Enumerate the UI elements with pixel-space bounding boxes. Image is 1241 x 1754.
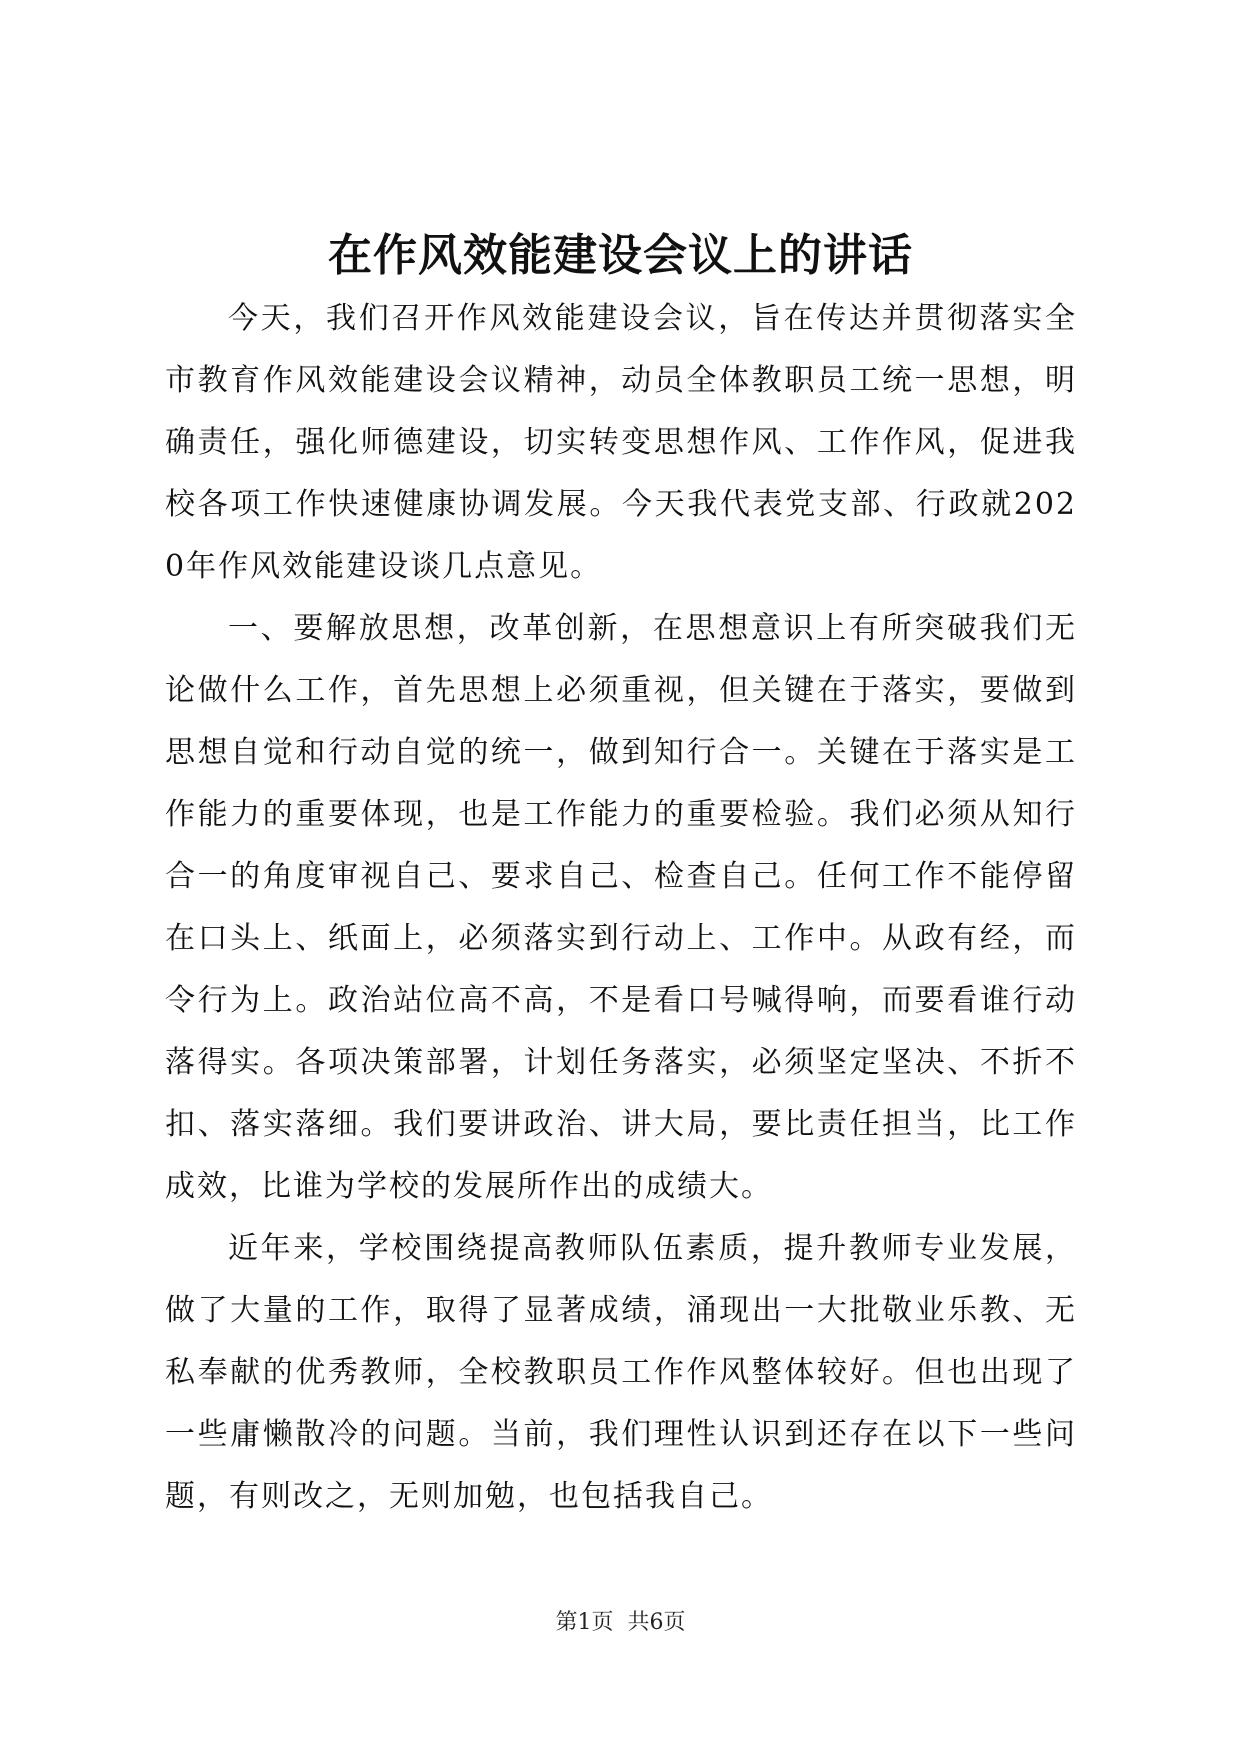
paragraph-intro: 今天，我们召开作风效能建设会议，旨在传达并贯彻落实全市教育作风效能建设会议精神，动员全体教职员工统一思想，明确责任，强化师德建设，切实转变思想作风、工作作风，促进我校各项工作快速健康协调发展。今天我代表党支部、行政就2020年作风效能建设谈几点意见。 [165, 301, 1077, 584]
document-body [165, 288, 1077, 1528]
page-footer [0, 1608, 1241, 1638]
document-title: 在作风效能建设会议上的讲话 [328, 230, 913, 281]
page-total: 共6页 [627, 1610, 686, 1635]
paragraph-section-one: 一、要解放思想，改革创新，在思想意识上有所突破我们无论做什么工作，首先思想上必须重视，但关键在于落实，要做到思想自觉和行动自觉的统一，做到知行合一。关键在于落实是工作能力的重要体现，也是工作能力的重要检验。我们必须从知行合一的角度审视自己、要求自己、检查自己。任何工作不能停留在口头上、纸面上，必须落实到行动上、工作中。从政有经，而令行为上。政治站位高不高，不是看口号喊得响，而要看谁行动落得实。各项决策部署，计划任务落实，必须坚定坚决、不折不扣、落实落细。我们要讲政治、讲大局，要比责任担当，比工作成效，比谁为学校的发展所作出的成绩大。 [165, 611, 1077, 1204]
paragraph-recent-years: 近年来，学校围绕提高教师队伍素质，提升教师专业发展，做了大量的工作，取得了显著成绩，涌现出一大批敬业乐教、无私奉献的优秀教师，全校教职员工作作风整体较好。但也出现了一些庸懒散冷的问题。当前，我们理性认识到还存在以下一些问题，有则改之，无则加勉，也包括我自己。 [165, 1231, 1077, 1514]
page-number: 第1页 [555, 1610, 614, 1635]
